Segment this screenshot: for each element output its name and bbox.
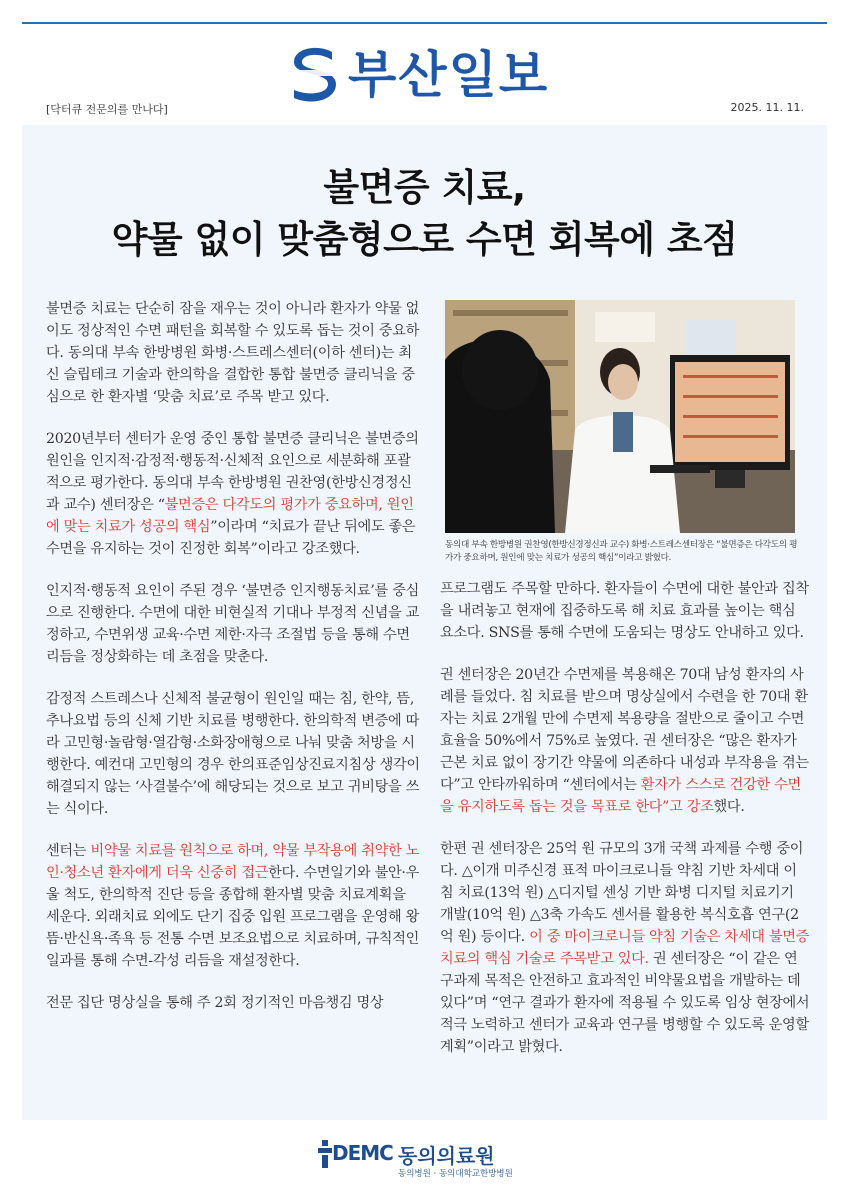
top-rule [22,22,827,24]
left-column [46,298,421,1034]
article-photo [445,300,795,533]
photo-caption: 동의대 부속 한방병원 권찬영(한방신경정신과 교수) 화병·스트레스센터장은 “불면증은 다각도의 평가가 중요하며, 원인에 맞는 치료가 성공의 핵심”이라고 밝혔다. [445,540,798,563]
masthead [0,44,849,106]
paragraph-3: 인지적·행동적 요인이 주된 경우 ‘불면증 인지행동치료’를 중심으로 진행한다. 수면에 대한 비현실적 기대나 부정적 신념을 교정하고, 수면위생 교육·수면 제한·자극 조절법 등을 통해 수면 리듬을 정상화하는 데 초점을 맞춘다. [46,583,420,665]
paragraph-4: 감정적 스트레스나 신체적 불균형이 원인일 때는 침, 한약, 뜸, 추나요법 등의 신체 기반 치료를 병행한다. 한의학적 변증에 따라 고민형·놀람형·열감형·소화장애형으로 나눠 맞춤 처방을 시행한다. 예컨대 고민형의 경우 한의표준임상진료지침상 생각이 해결되지 않는 ‘사결불수’에 해당되는 것으로 보고 귀비탕을 쓰는 식이다. [46,691,420,817]
consultation-photo-illustration [445,300,795,533]
meta-row [46,101,804,117]
headline-line-2: 약물 없이 맞춤형으로 수면 회복에 초점 [111,218,738,261]
paragraph-5-text-a: 센터는 [46,843,91,859]
busan-ilbo-logo-icon [288,46,338,104]
section-label: [닥터큐 전문의를 만나다] [46,103,168,116]
paragraph-9 [440,838,810,1058]
paragraph-5-text-b: 한다. 수면일기와 불안·우울 척도, 한의학적 진단 등을 종합해 환자별 맞춤 치료계획을 세운다. 외래치료 외에도 단기 집중 입원 프로그램을 운영해 왕뜸·반신욕·족욕 등 전통 수면 보조요법으로 치료하며, 규칙적인 일과를 통해 수면-각성 리듬을 재설정한다. [46,865,420,969]
principle-highlight: 비약물 치료를 원칙으로 하며, 약물 부작용에 취약한 노인·청소년 환자에게 더욱 신중히 접근 [46,843,420,881]
paragraph-5 [46,840,421,972]
paragraph-2-text-b: ”이라며 “치료가 끝난 뒤에도 좋은 수면을 유지하는 것이 진정한 회복”이라고 강조했다. [46,519,416,557]
paragraph-2-text-a: 2020년부터 센터가 운영 중인 통합 불면증 클리닉은 불면증의 원인을 인지적·감정적·행동적·신체적 요인으로 세분화해 포괄적으로 평가한다. 동의대 부속 한방병원 권찬영(한방신경정신과 교수) 센터장은 “ [46,431,419,513]
paragraph-7: 프로그램도 주목할 만하다. 환자들이 수면에 대한 불안과 집착을 내려놓고 현재에 집중하도록 해 치료 효과를 높이는 핵심 요소다. SNS를 통해 수면에 도움되는 명상도 안내하고 있다. [440,581,809,641]
publish-date: 2025. 11. 11. [730,101,804,114]
paragraph-2 [46,428,421,560]
demc-mark: DEMC [332,1141,393,1165]
busan-ilbo-logo-text: 부산일보 [348,46,550,104]
hospital-subtitle: 동의병원 · 동의대학교한방병원 [398,1169,513,1179]
hospital-name: 동의의료원 [398,1144,495,1168]
paragraph-9-text-a: 한편 권 센터장은 25억 원 규모의 3개 국책 과제를 수행 중이다. △이개 미주신경 표적 마이크로니들 약침 기반 차세대 이침 치료(13억 원) △디지털 센싱 기반 화병 디지털 치료기기 개발(10억 원) △3축 가속도 센서를 활용한 복식호흡 연구(2억 원) 등이다. [440,841,804,945]
right-column [440,578,810,1078]
demc-cross-icon [318,1140,332,1170]
headline [22,162,827,266]
paragraph-8 [440,664,810,818]
paragraph-1: 불면증 치료는 단순히 잠을 재우는 것이 아니라 환자가 약물 없이도 정상적인 수면 패턴을 회복할 수 있도록 돕는 것이 중요하다. 동의대 부속 한방병원 화병·스트레스센터(이하 센터)는 최신 슬립테크 기술과 한의학을 결합한 통합 불면증 클리닉을 중심으로 한 환자별 ‘맞춤 치료’로 주목 받고 있다. [46,301,420,405]
research-highlight: 이 중 마이크로니들 약침 기술은 차세대 불면증 치료의 핵심 기술로 주목받고 있다. [440,929,810,967]
paragraph-9-text-b: 권 센터장은 “이 같은 연구과제 목적은 안전하고 효과적인 비약물요법을 개발하는 데 있다”며 “연구 결과가 환자에 적용될 수 있도록 임상 현장에서 적극 노력하고 센터가 교육과 연구를 병행할 수 있도록 운영할 계획”이라고 밝혔다. [440,951,810,1055]
quote-highlight: 불면증은 다각도의 평가가 중요하며, 원인에 맞는 치료가 성공의 핵심 [46,497,414,535]
paragraph-6: 전문 집단 명상실을 통해 주 2회 정기적인 마음챙김 명상 [46,995,384,1011]
paragraph-8-text-b: 했다. [713,799,745,815]
paragraph-8-text-a: 권 센터장은 20년간 수면제를 복용해온 70대 남성 환자의 사례를 들었다. 침 치료를 받으며 명상실에서 수련을 한 70대 환자는 치료 2개월 만에 수면제 복용량을 절반으로 줄이고 수면 효율을 50%에서 75%로 높였다. 권 센터장은 “많은 환자가 근본 치료 없이 장기간 약물에 의존하다 내성과 부작용을 겪는다”고 안타까워하며 “센터에서는 [440,667,809,793]
headline-line-1: 불면증 치료, [323,166,526,209]
goal-highlight: 환자가 스스로 건강한 수면을 유지하도록 돕는 것을 목표로 한다”고 강조 [440,777,801,815]
